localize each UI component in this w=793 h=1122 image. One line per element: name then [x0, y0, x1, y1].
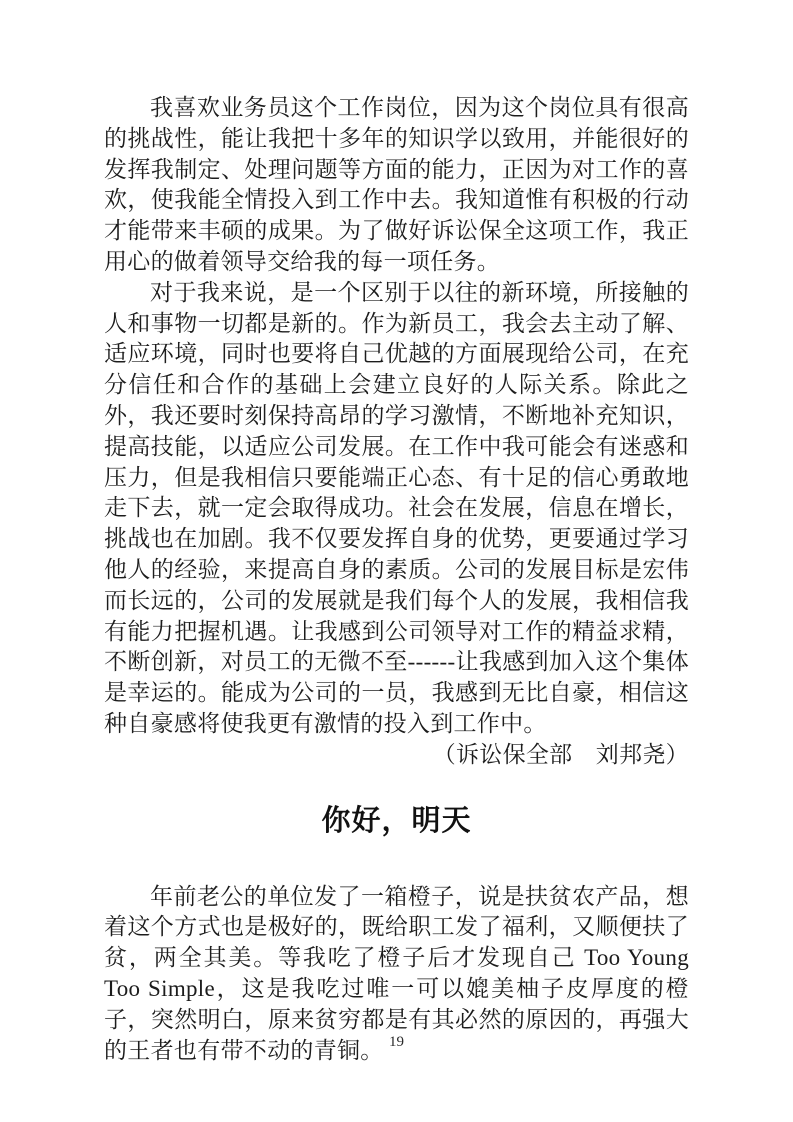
- essay-content: [104, 93, 689, 1066]
- section2-paragraph-1: 年前老公的单位发了一箱橙子，说是扶贫农产品，想着这个方式也是极好的，既给职工发了福利，又顺便扶了贫，两全其美。等我吃了橙子后才发现自己 Too Young Too Simple，这是我吃过唯一可以媲美柚子皮厚度的橙子，突然明白，原来贫穷都是有其必然的原因的，再强大的王者也有带不动的青铜。: [104, 883, 689, 1063]
- essay-paragraph-2-text: 对于我来说，是一个区别于以往的新环境，所接触的人和事物一切都是新的。作为新员工，我会去主动了解、适应环境，同时也要将自己优越的方面展现给公司，在充分信任和合作的基础上会建立良好的人际关系。除此之外，我还要时刻保持高昂的学习激情，不断地补充知识，提高技能，以适应公司发展。在工作中我可能会有迷惑和压力，但是我相信只要能端正心态、有十足的信心勇敢地走下去，就一定会取得成功。社会在发展，信息在增长，挑战也在加剧。我不仅要发挥自身的优势，更要通过学习他人的经验，来提高自身的素质。公司的发展目标是宏伟而长远的，公司的发展就是我们每个人的发展，我相信我有能力把握机遇。让我感到公司领导对工作的精益求精，不断创新，对员工的无微不至------让我感到加入这个集体是幸运的。能成为公司的一员，我感到无比自豪，相信这种自豪感将使我更有激情的投入到工作中。: [104, 279, 689, 736]
- page-number: 19: [389, 1034, 404, 1050]
- essay-paragraph-1: 我喜欢业务员这个工作岗位，因为这个岗位具有很高的挑战性，能让我把十多年的知识学以致用，并能很好的发挥我制定、处理问题等方面的能力，正因为对工作的喜欢，使我能全情投入到工作中去。我知道惟有积极的行动才能带来丰硕的成果。为了做好诉讼保全这项工作，我正用心的做着领导交给我的每一项任务。: [104, 95, 689, 274]
- essay-paragraph-2: [104, 278, 689, 771]
- essay-attribution: （诉讼保全部 刘邦尧）: [432, 741, 689, 767]
- section-title: 你好，明天: [321, 804, 472, 837]
